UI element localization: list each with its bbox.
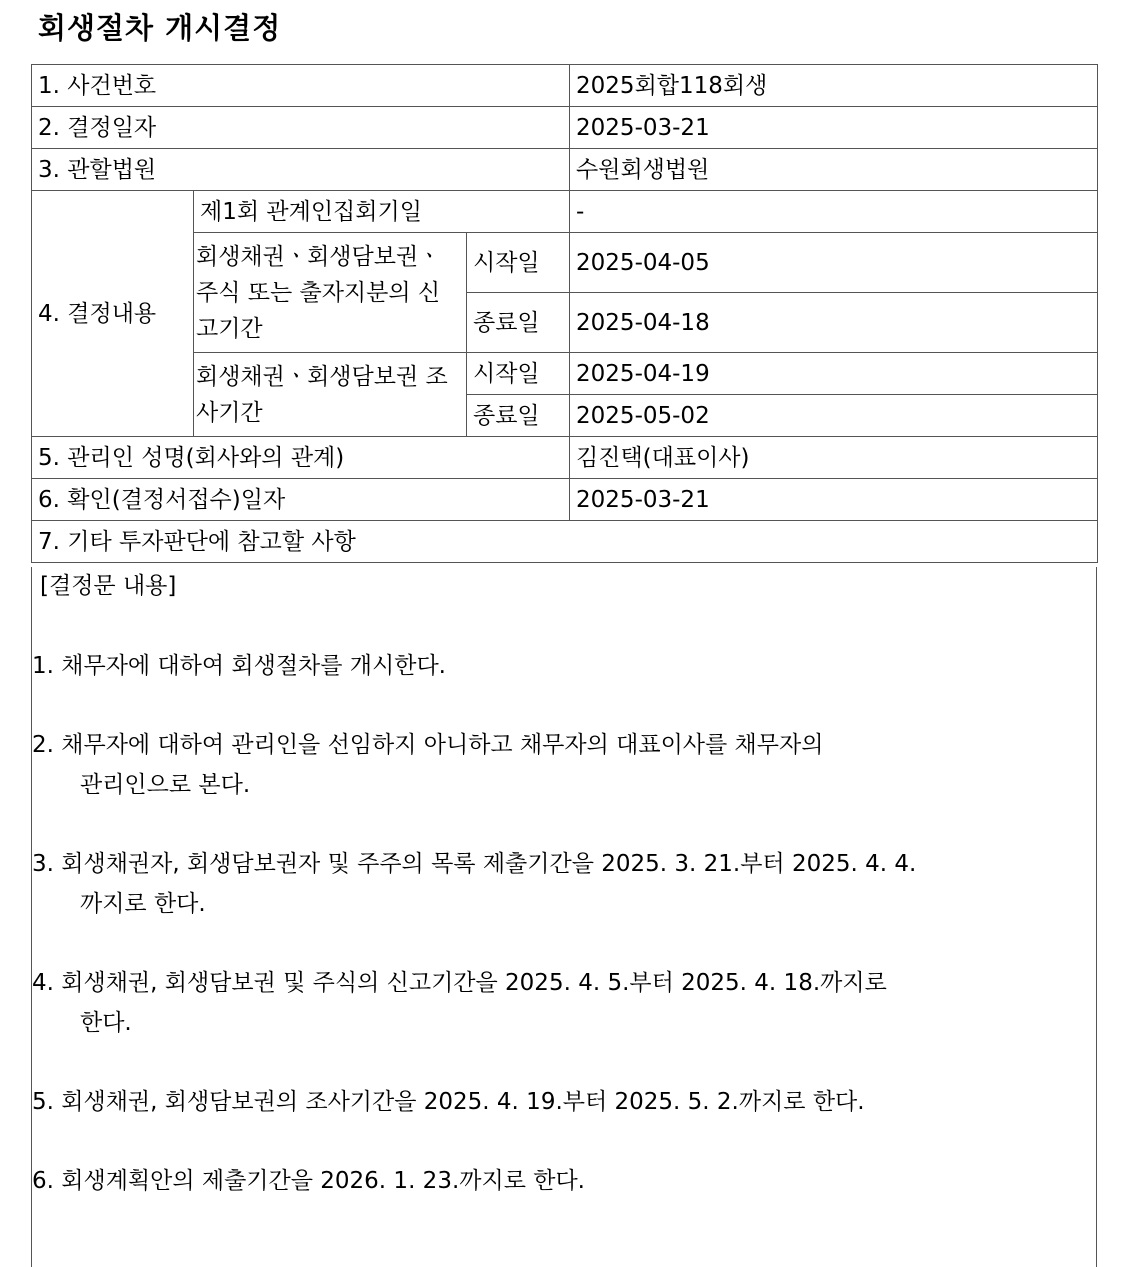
court-label: 3. 관할법원 — [32, 149, 570, 191]
disclosure-table — [31, 64, 1098, 563]
decision-item-text: 1. 채무자에 대하여 회생절차를 개시한다. — [32, 653, 446, 679]
row-confirm-date — [32, 479, 1098, 521]
confirm-date-value: 2025-03-21 — [570, 479, 1098, 521]
manager-label: 5. 관리인 성명(회사와의 관계) — [32, 437, 570, 479]
manager-value: 김진택(대표이사) — [570, 437, 1098, 479]
other-label: 7. 기타 투자판단에 참고할 사항 — [32, 521, 1098, 563]
decision-date-value: 2025-03-21 — [570, 107, 1098, 149]
decision-item-text: 5. 회생채권, 회생담보권의 조사기간을 2025. 4. 19.부터 2025. 5. 2.까지로 한다. — [32, 1089, 865, 1115]
report-end-value: 2025-04-18 — [570, 293, 1098, 353]
investigation-start-value: 2025-04-19 — [570, 353, 1098, 395]
court-value: 수원회생법원 — [570, 149, 1098, 191]
report-period-label: 회생채권ㆍ회생담보권ㆍ주식 또는 출자지분의 신고기간 — [194, 233, 467, 353]
decision-item-3 — [32, 849, 916, 919]
row-court — [32, 149, 1098, 191]
decision-item-text: 4. 회생채권, 회생담보권 및 주식의 신고기간을 2025. 4. 5.부터 2025. 4. 18.까지로 — [32, 970, 887, 996]
report-start-value: 2025-04-05 — [570, 233, 1098, 293]
decision-item-continuation: 관리인으로 본다. — [80, 772, 251, 798]
page-title: 회생절차 개시결정 — [38, 11, 282, 45]
decision-text-label: [결정문 내용] — [40, 573, 177, 599]
investigation-start-label: 시작일 — [467, 353, 570, 395]
report-end-label: 종료일 — [467, 293, 570, 353]
row-meeting — [32, 191, 1098, 233]
case-number-label: 1. 사건번호 — [32, 65, 570, 107]
report-start-label: 시작일 — [467, 233, 570, 293]
decision-item-5 — [32, 1087, 865, 1117]
decision-item-text: 2. 채무자에 대하여 관리인을 선임하지 아니하고 채무자의 대표이사를 채무자의 — [32, 732, 824, 758]
decision-item-4 — [32, 968, 887, 1038]
row-case-number — [32, 65, 1098, 107]
decision-item-1 — [32, 651, 446, 681]
row-manager — [32, 437, 1098, 479]
decision-item-text: 3. 회생채권자, 회생담보권자 및 주주의 목록 제출기간을 2025. 3. 21.부터 2025. 4. 4. — [32, 851, 917, 877]
case-number-value: 2025회합118회생 — [570, 65, 1098, 107]
decision-item-text: 6. 회생계획안의 제출기간을 2026. 1. 23.까지로 한다. — [32, 1168, 585, 1194]
decision-content-label: 4. 결정내용 — [32, 191, 194, 437]
decision-item-continuation: 한다. — [80, 1010, 132, 1036]
meeting-value: - — [570, 191, 1098, 233]
meeting-label: 제1회 관계인집회기일 — [194, 191, 570, 233]
investigation-end-label: 종료일 — [467, 395, 570, 437]
decision-item-continuation: 까지로 한다. — [80, 891, 206, 917]
confirm-date-label: 6. 확인(결정서접수)일자 — [32, 479, 570, 521]
decision-text-cell — [31, 567, 1097, 1267]
decision-date-label: 2. 결정일자 — [32, 107, 570, 149]
investigation-end-value: 2025-05-02 — [570, 395, 1098, 437]
decision-item-6 — [32, 1166, 585, 1196]
decision-item-2 — [32, 730, 823, 800]
row-decision-date — [32, 107, 1098, 149]
row-other — [32, 521, 1098, 563]
investigation-period-label: 회생채권ㆍ회생담보권 조사기간 — [194, 353, 467, 437]
